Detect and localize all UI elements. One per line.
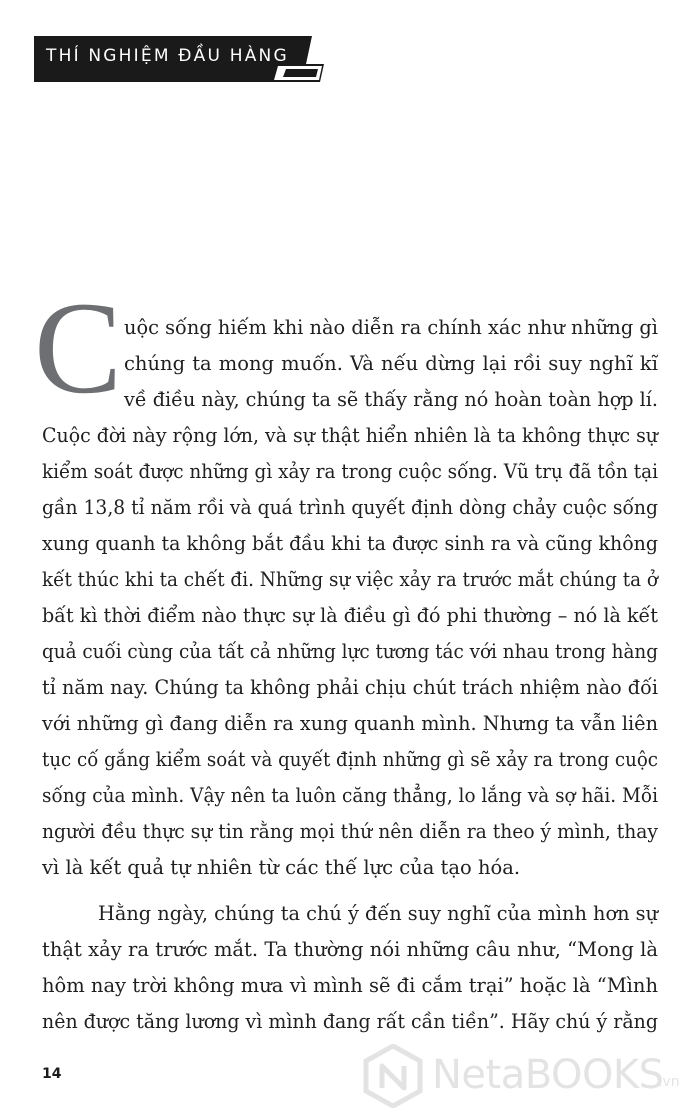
chapter-title: THÍ NGHIỆM ĐẦU HÀNG	[46, 46, 289, 66]
text-line: nên được tăng lương vì mình đang rất cần tiền”. Hãy chú ý rằng	[42, 1010, 658, 1033]
netabooks-logo-icon	[362, 1044, 424, 1108]
text-line: về điều này, chúng ta sẽ thấy rằng nó hoàn toàn hợp lí.	[124, 388, 658, 411]
text-line: hôm nay trời không mưa vì mình sẽ đi cắm trại” hoặc là “Mình	[42, 974, 658, 997]
chapter-header-banner	[34, 36, 324, 82]
text-line: với những gì đang diễn ra xung quanh mình. Nhưng ta vẫn liên	[42, 712, 658, 735]
text-line: người đều thực sự tin rằng mọi thứ nên diễn ra theo ý mình, thay	[42, 820, 658, 843]
page-number: 14	[42, 1066, 62, 1082]
text-line: uộc sống hiếm khi nào diễn ra chính xác như những gì	[124, 316, 658, 339]
text-line: thật xảy ra trước mắt. Ta thường nói những câu như, “Mong là	[42, 938, 658, 961]
text-line: xung quanh ta không bắt đầu khi ta được sinh ra và cũng không	[42, 532, 658, 555]
text-line: sống của mình. Vậy nên ta luôn căng thẳng, lo lắng và sợ hãi. Mỗi	[42, 784, 658, 807]
text-line: chúng ta mong muốn. Và nếu dừng lại rồi suy nghĩ kĩ	[124, 352, 658, 375]
watermark-suffix: .vn	[658, 1074, 680, 1090]
text-line: tục cố gắng kiểm soát và quyết định những gì sẽ xảy ra trong cuộc	[42, 748, 658, 771]
text-line: gần 13,8 tỉ năm rồi và quá trình quyết định dòng chảy cuộc sống	[42, 496, 658, 519]
text-line: tỉ năm nay. Chúng ta không phải chịu chút trách nhiệm nào đối	[42, 676, 658, 699]
text-line: quả cuối cùng của tất cả những lực tương tác với nhau trong hàng	[42, 640, 658, 663]
text-line: Hằng ngày, chúng ta chú ý đến suy nghĩ của mình hơn sự	[98, 902, 658, 925]
text-line: vì là kết quả tự nhiên từ các thế lực của tạo hóa.	[42, 856, 521, 879]
text-line: bất kì thời điểm nào thực sự là điều gì đó phi thường – nó là kết	[42, 604, 658, 627]
drop-cap-letter: C	[34, 274, 123, 421]
netabooks-watermark	[362, 1044, 692, 1108]
watermark-brand: NetaBOOKS	[432, 1052, 664, 1098]
text-line: Cuộc đời này rộng lớn, và sự thật hiển nhiên là ta không thực sự	[42, 424, 658, 447]
text-line: kết thúc khi ta chết đi. Những sự việc xảy ra trước mắt chúng ta ở	[42, 568, 658, 591]
text-line: kiểm soát được những gì xảy ra trong cuộc sống. Vũ trụ đã tồn tại	[42, 460, 658, 483]
